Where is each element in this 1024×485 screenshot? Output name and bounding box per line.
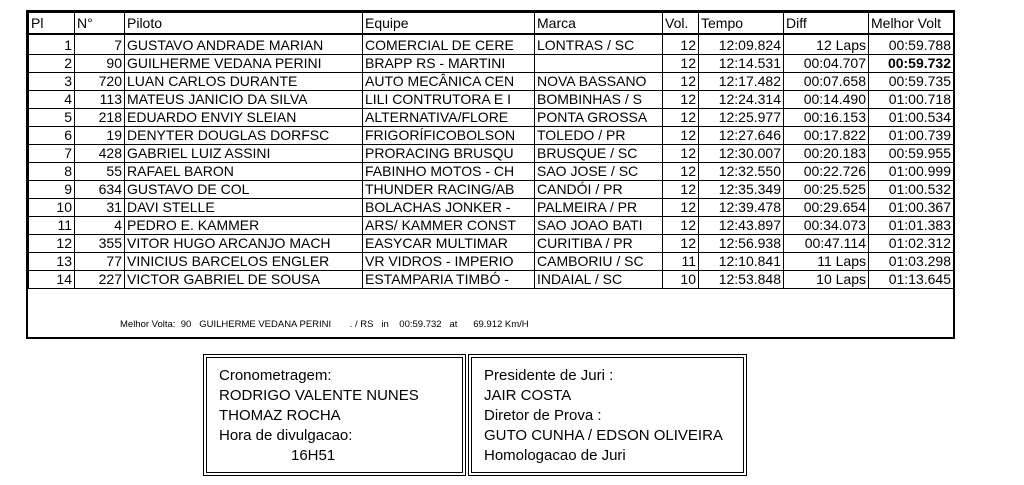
equipe-cell: COMERCIAL DE CERE [363, 34, 535, 55]
tempo-cell: 12:17.482 [699, 73, 784, 91]
number-cell: 31 [75, 199, 125, 217]
equipe-cell: THUNDER RACING/AB [363, 181, 535, 199]
diff-cell: 10 Laps [784, 271, 869, 289]
table-row [29, 145, 954, 163]
equipe-cell: LILI CONTRUTORA E I [363, 91, 535, 109]
vol-cell: 11 [663, 253, 699, 271]
position-cell: 9 [29, 181, 75, 199]
marca-cell: BOMBINHAS / S [535, 91, 663, 109]
number-cell: 720 [75, 73, 125, 91]
position-cell: 3 [29, 73, 75, 91]
marca-cell: BRUSQUE / SC [535, 145, 663, 163]
diretor-label: Diretor de Prova : [484, 407, 602, 424]
table-row [29, 163, 954, 181]
vol-cell: 12 [663, 127, 699, 145]
table-row [29, 91, 954, 109]
piloto-cell: DENYTER DOUGLAS DORFSC [125, 127, 363, 145]
position-cell: 10 [29, 199, 75, 217]
number-cell: 4 [75, 217, 125, 235]
vol-cell: 12 [663, 73, 699, 91]
equipe-cell: PRORACING BRUSQU [363, 145, 535, 163]
results-panel [26, 10, 955, 339]
position-cell: 8 [29, 163, 75, 181]
vol-cell: 12 [663, 235, 699, 253]
vol-cell: 12 [663, 181, 699, 199]
table-row [29, 181, 954, 199]
cronometrista-1: RODRIGO VALENTE NUNES [219, 387, 419, 404]
melhor-volta-cell: 00:59.955 [869, 145, 954, 163]
homologacao-label: Homologacao de Juri [484, 447, 626, 464]
piloto-cell: DAVI STELLE [125, 199, 363, 217]
header-pl: Pl [29, 13, 75, 35]
header-equipe: Equipe [363, 13, 535, 35]
melhor-volta-cell: 01:00.739 [869, 127, 954, 145]
melhor-volta-cell: 01:00.718 [869, 91, 954, 109]
position-cell: 13 [29, 253, 75, 271]
table-row [29, 55, 954, 73]
equipe-cell: AUTO MECÂNICA CEN [363, 73, 535, 91]
vol-cell: 12 [663, 145, 699, 163]
header-tempo: Tempo [699, 13, 784, 35]
equipe-cell: VR VIDROS - IMPERIO [363, 253, 535, 271]
tempo-cell: 12:43.897 [699, 217, 784, 235]
marca-cell: INDAIAL / SC [535, 271, 663, 289]
tempo-cell: 12:56.938 [699, 235, 784, 253]
marca-cell: SAO JOSE / SC [535, 163, 663, 181]
best-lap-line: Melhor Volta: 90 GUILHERME VEDANA PERINI . / RS in 00:59.732 at 69.912 Km/H [120, 319, 529, 330]
equipe-cell: BOLACHAS JONKER - [363, 199, 535, 217]
tempo-cell: 12:39.478 [699, 199, 784, 217]
equipe-cell: FABINHO MOTOS - CH [363, 163, 535, 181]
header-vol: Vol. [663, 13, 699, 35]
position-cell: 7 [29, 145, 75, 163]
position-cell: 14 [29, 271, 75, 289]
piloto-cell: GUSTAVO ANDRADE MARIAN [125, 34, 363, 55]
vol-cell: 12 [663, 55, 699, 73]
diff-cell: 00:25.525 [784, 181, 869, 199]
header-number: N° [75, 13, 125, 35]
position-cell: 2 [29, 55, 75, 73]
diff-cell: 00:34.073 [784, 217, 869, 235]
vol-cell: 12 [663, 163, 699, 181]
position-cell: 6 [29, 127, 75, 145]
position-cell: 12 [29, 235, 75, 253]
equipe-cell: BRAPP RS - MARTINI [363, 55, 535, 73]
piloto-cell: VICTOR GABRIEL DE SOUSA [125, 271, 363, 289]
position-cell: 4 [29, 91, 75, 109]
equipe-cell: ALTERNATIVA/FLORE [363, 109, 535, 127]
table-row [29, 253, 954, 271]
tempo-cell: 12:10.841 [699, 253, 784, 271]
hora-divulgacao-label: Hora de divulgacao: [219, 427, 353, 444]
diff-cell: 00:47.114 [784, 235, 869, 253]
marca-cell: TOLEDO / PR [535, 127, 663, 145]
hora-divulgacao-value: 16H51 [291, 447, 336, 464]
marca-cell: CURITIBA / PR [535, 235, 663, 253]
tempo-cell: 12:09.824 [699, 34, 784, 55]
number-cell: 227 [75, 271, 125, 289]
table-row [29, 73, 954, 91]
position-cell: 11 [29, 217, 75, 235]
tempo-cell: 12:32.550 [699, 163, 784, 181]
melhor-volta-cell: 00:59.788 [869, 34, 954, 55]
piloto-cell: GUSTAVO DE COL [125, 181, 363, 199]
diff-cell: 00:04.707 [784, 55, 869, 73]
piloto-cell: GUILHERME VEDANA PERINI [125, 55, 363, 73]
diff-cell: 00:20.183 [784, 145, 869, 163]
number-cell: 218 [75, 109, 125, 127]
table-row [29, 199, 954, 217]
tempo-cell: 12:53.848 [699, 271, 784, 289]
tempo-cell: 12:25.977 [699, 109, 784, 127]
equipe-cell: ARS/ KAMMER CONST [363, 217, 535, 235]
melhor-volta-cell: 01:00.999 [869, 163, 954, 181]
melhor-volta-cell: 01:00.532 [869, 181, 954, 199]
melhor-volta-cell: 01:00.534 [869, 109, 954, 127]
number-cell: 55 [75, 163, 125, 181]
table-row [29, 109, 954, 127]
piloto-cell: MATEUS JANICIO DA SILVA [125, 91, 363, 109]
juri-box [468, 354, 747, 476]
marca-cell: NOVA BASSANO [535, 73, 663, 91]
equipe-cell: ESTAMPARIA TIMBÓ - [363, 271, 535, 289]
melhor-volta-cell: 01:01.383 [869, 217, 954, 235]
table-row [29, 127, 954, 145]
header-marca: Marca [535, 13, 663, 35]
piloto-cell: LUAN CARLOS DURANTE [125, 73, 363, 91]
header-row [29, 13, 954, 35]
results-table [28, 12, 954, 289]
number-cell: 634 [75, 181, 125, 199]
melhor-volta-cell: 00:59.732 [869, 55, 954, 73]
diff-cell: 12 Laps [784, 34, 869, 55]
position-cell: 5 [29, 109, 75, 127]
tempo-cell: 12:14.531 [699, 55, 784, 73]
number-cell: 7 [75, 34, 125, 55]
diff-cell: 00:14.490 [784, 91, 869, 109]
tempo-cell: 12:30.007 [699, 145, 784, 163]
vol-cell: 12 [663, 91, 699, 109]
marca-cell [535, 55, 663, 73]
marca-cell: CANDÓI / PR [535, 181, 663, 199]
number-cell: 355 [75, 235, 125, 253]
vol-cell: 12 [663, 199, 699, 217]
tempo-cell: 12:27.646 [699, 127, 784, 145]
number-cell: 113 [75, 91, 125, 109]
table-row [29, 34, 954, 55]
melhor-volta-cell: 00:59.735 [869, 73, 954, 91]
diff-cell: 00:22.726 [784, 163, 869, 181]
header-melhor-volta: Melhor Volt [869, 13, 954, 35]
piloto-cell: RAFAEL BARON [125, 163, 363, 181]
marca-cell: CAMBORIU / SC [535, 253, 663, 271]
presidente-label: Presidente de Juri : [484, 367, 614, 384]
piloto-cell: VINICIUS BARCELOS ENGLER [125, 253, 363, 271]
marca-cell: PALMEIRA / PR [535, 199, 663, 217]
number-cell: 19 [75, 127, 125, 145]
diff-cell: 00:17.822 [784, 127, 869, 145]
melhor-volta-cell: 01:03.298 [869, 253, 954, 271]
piloto-cell: EDUARDO ENVIY SLEIAN [125, 109, 363, 127]
piloto-cell: PEDRO E. KAMMER [125, 217, 363, 235]
diff-cell: 00:29.654 [784, 199, 869, 217]
tempo-cell: 12:24.314 [699, 91, 784, 109]
diff-cell: 00:16.153 [784, 109, 869, 127]
equipe-cell: FRIGORÍFICOBOLSON [363, 127, 535, 145]
melhor-volta-cell: 01:13.645 [869, 271, 954, 289]
number-cell: 77 [75, 253, 125, 271]
marca-cell: PONTA GROSSA [535, 109, 663, 127]
table-row [29, 271, 954, 289]
position-cell: 1 [29, 34, 75, 55]
cronometragem-title: Cronometragem: [219, 367, 332, 384]
marca-cell: SAO JOAO BATI [535, 217, 663, 235]
vol-cell: 12 [663, 217, 699, 235]
table-row [29, 235, 954, 253]
number-cell: 428 [75, 145, 125, 163]
vol-cell: 12 [663, 34, 699, 55]
cronometrista-2: THOMAZ ROCHA [219, 407, 341, 424]
table-row [29, 217, 954, 235]
vol-cell: 10 [663, 271, 699, 289]
header-piloto: Piloto [125, 13, 363, 35]
tempo-cell: 12:35.349 [699, 181, 784, 199]
number-cell: 90 [75, 55, 125, 73]
marca-cell: LONTRAS / SC [535, 34, 663, 55]
diff-cell: 11 Laps [784, 253, 869, 271]
header-diff: Diff [784, 13, 869, 35]
equipe-cell: EASYCAR MULTIMAR [363, 235, 535, 253]
piloto-cell: GABRIEL LUIZ ASSINI [125, 145, 363, 163]
piloto-cell: VITOR HUGO ARCANJO MACH [125, 235, 363, 253]
vol-cell: 12 [663, 109, 699, 127]
diff-cell: 00:07.658 [784, 73, 869, 91]
presidente-name: JAIR COSTA [484, 387, 572, 404]
cronometragem-box [203, 354, 466, 476]
melhor-volta-cell: 01:02.312 [869, 235, 954, 253]
diretor-name: GUTO CUNHA / EDSON OLIVEIRA [484, 427, 723, 444]
melhor-volta-cell: 01:00.367 [869, 199, 954, 217]
